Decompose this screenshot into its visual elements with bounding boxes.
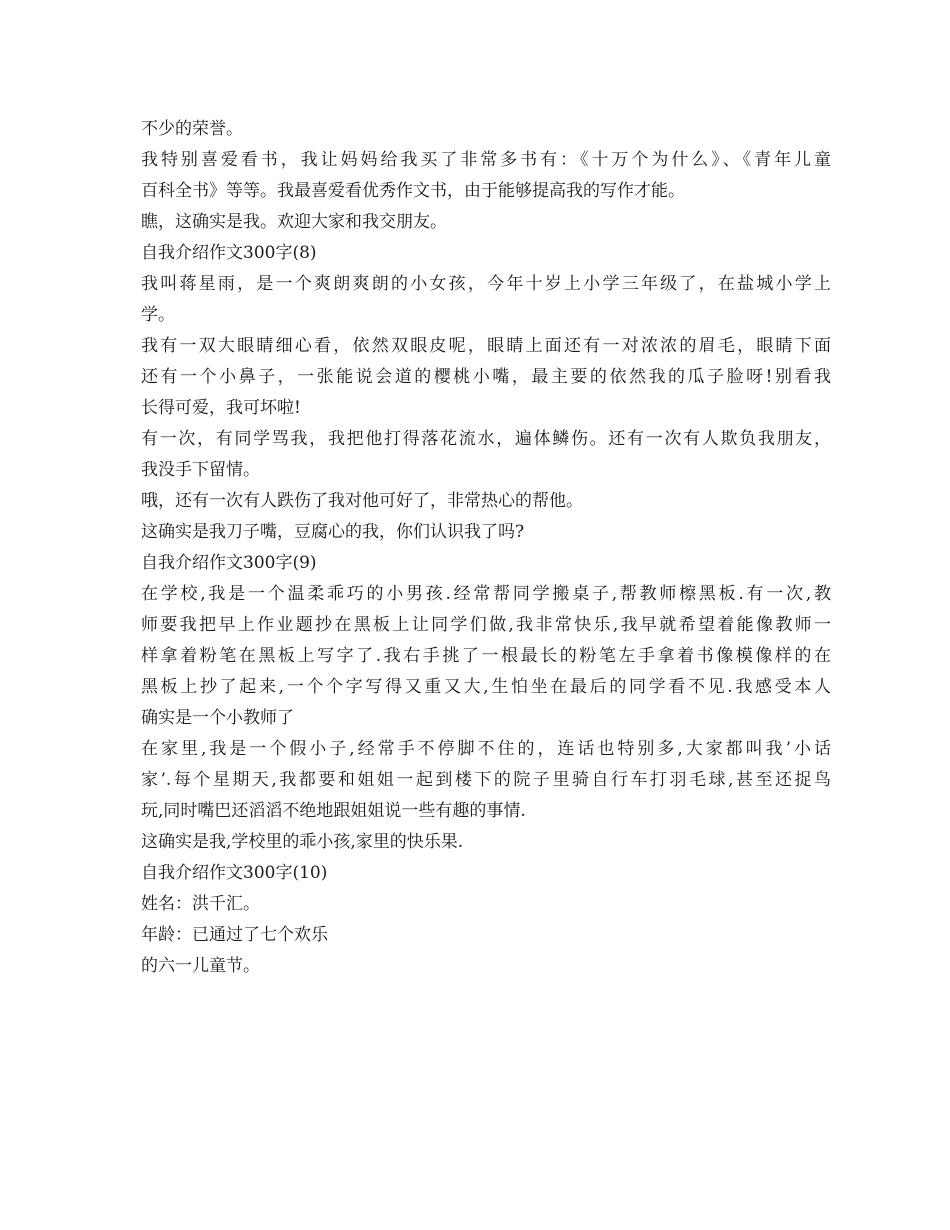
section-heading: 自我介绍作文300字(10) xyxy=(141,863,328,883)
text-line: 玩,同时嘴巴还滔滔不绝地跟姐姐说一些有趣的事情. xyxy=(141,801,526,821)
text-line: 家’.每个星期天,我都要和姐姐一起到楼下的院子里骑自行车打羽毛球,甚至还捉鸟 xyxy=(141,770,831,790)
text-line: 我叫蒋星雨，是一个爽朗爽朗的小女孩，今年十岁上小学三年级了，在盐城小学上 xyxy=(141,274,831,294)
text-line: 不少的荣誉。 xyxy=(141,119,243,139)
text-line: 师要我把早上作业题抄在黑板上让同学们做,我非常快乐,我早就希望着能像教师一 xyxy=(141,615,831,635)
text-line: 长得可爱，我可坏啦! xyxy=(141,398,301,418)
text-line: 有一次，有同学骂我，我把他打得落花流水，遍体鳞伤。还有一次有人欺负我朋友， xyxy=(141,429,831,449)
text-line: 这确实是我刀子嘴，豆腐心的我，你们认识我了吗? xyxy=(141,522,525,542)
section-heading: 自我介绍作文300字(8) xyxy=(141,243,317,263)
text-line: 确实是一个小教师了 xyxy=(141,708,294,728)
text-line: 百科全书》等等。我最喜爱看优秀作文书，由于能够提高我的写作才能。 xyxy=(141,181,685,201)
text-line: 在学校,我是一个温柔乖巧的小男孩.经常帮同学搬桌子,帮教师檫黑板.有一次,教 xyxy=(141,584,831,604)
text-line: 年龄：已通过了七个欢乐 xyxy=(141,925,328,945)
text-line: 我没手下留情。 xyxy=(141,460,260,480)
text-line: 样拿着粉笔在黑板上写字了.我右手挑了一根最长的粉笔左手拿着书像模像样的在 xyxy=(141,646,831,666)
document-body xyxy=(141,114,831,982)
text-line: 黑板上抄了起来,一个个字写得又重又大,生怕坐在最后的同学看不见.我感受本人 xyxy=(141,677,831,697)
text-line: 学。 xyxy=(141,305,175,325)
section-heading: 自我介绍作文300字(9) xyxy=(141,553,317,573)
text-line: 还有一个小鼻子，一张能说会道的樱桃小嘴，最主要的依然我的瓜子脸呀!别看我 xyxy=(141,367,831,387)
text-line: 的六一儿童节。 xyxy=(141,956,260,976)
text-line: 我特别喜爱看书，我让妈妈给我买了非常多书有：《十万个为什么》、《青年儿童 xyxy=(141,150,831,170)
text-line: 瞧，这确实是我。欢迎大家和我交朋友。 xyxy=(141,212,447,232)
text-line: 在家里,我是一个假小子,经常手不停脚不住的，连话也特别多,大家都叫我’小话 xyxy=(141,739,831,759)
text-line: 哦，还有一次有人跌伤了我对他可好了，非常热心的帮他。 xyxy=(141,491,583,511)
text-line: 这确实是我,学校里的乖小孩,家里的快乐果. xyxy=(141,832,464,852)
text-line: 姓名：洪千汇。 xyxy=(141,894,260,914)
text-line: 我有一双大眼睛细心看，依然双眼皮呢，眼睛上面还有一对浓浓的眉毛，眼睛下面 xyxy=(141,336,831,356)
